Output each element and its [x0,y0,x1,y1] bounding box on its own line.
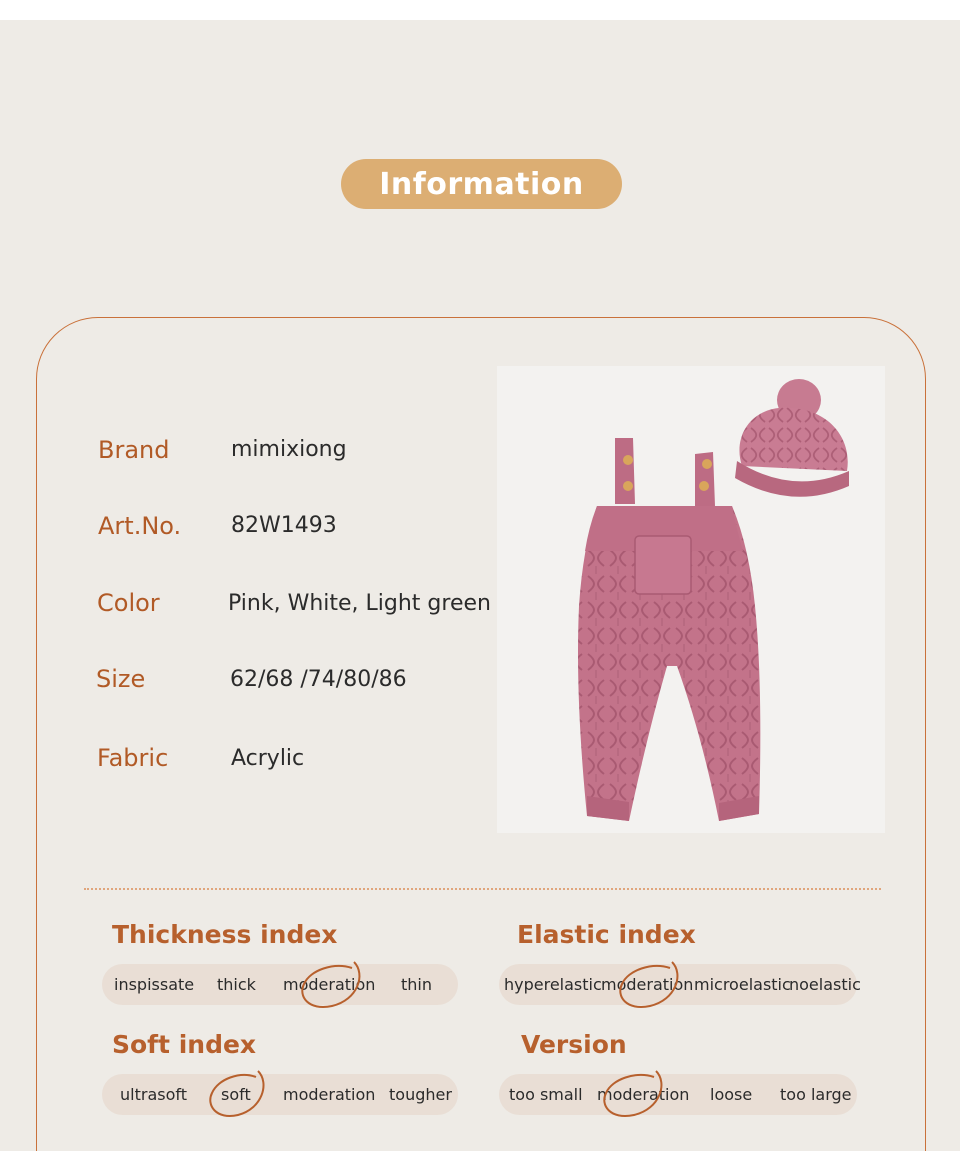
spec-value-fabric: Acrylic [231,746,305,771]
spec-value-art-no: 82W1493 [231,513,337,538]
spec-label-fabric: Fabric [97,744,169,772]
spec-label-color: Color [97,589,160,617]
soft-option-tougher: tougher [389,1085,452,1104]
dotted-divider [84,888,881,890]
spec-label-brand: Brand [98,436,170,464]
spec-value-size: 62/68 /74/80/86 [230,667,407,692]
elastic-index-bar [499,964,861,1005]
soft-option-moderation: moderation [283,1085,376,1104]
top-strip [0,0,960,20]
soft-option-ultrasoft: ultrasoft [120,1085,187,1104]
elastic-index-title: Elastic index [517,920,696,949]
information-header-pill [341,159,622,209]
spec-label-size: Size [96,665,146,693]
soft-option-soft: soft [221,1085,251,1104]
spec-label-art-no: Art.No. [98,512,182,540]
elastic-option-noelastic: noelastic [789,975,861,994]
spec-value-brand: mimixiong [231,437,347,462]
version-option-too-small: too small [509,1085,583,1104]
version-title: Version [521,1030,627,1059]
version-option-moderation: moderation [597,1085,690,1104]
spec-value-color: Pink, White, Light green [228,591,491,616]
thickness-option-moderation: moderation [283,975,376,994]
thickness-option-thin: thin [401,975,432,994]
thickness-option-inspissate: inspissate [114,975,195,994]
elastic-option-moderation: moderation [601,975,694,994]
thickness-option-thick: thick [217,975,256,994]
thickness-index-title: Thickness index [112,920,338,949]
thickness-index-bar [102,964,458,1005]
soft-index-bar [102,1074,458,1115]
version-option-loose: loose [710,1085,753,1104]
product-photo [497,366,885,833]
elastic-option-hyperelastic: hyperelastic [504,975,602,994]
version-index-bar [499,1074,857,1115]
version-option-too-large: too large [780,1085,852,1104]
romper-and-hat-illustration [497,366,885,833]
soft-index-title: Soft index [112,1030,257,1059]
information-title: Information [379,166,584,202]
elastic-option-microelastic: microelastic [694,975,791,994]
